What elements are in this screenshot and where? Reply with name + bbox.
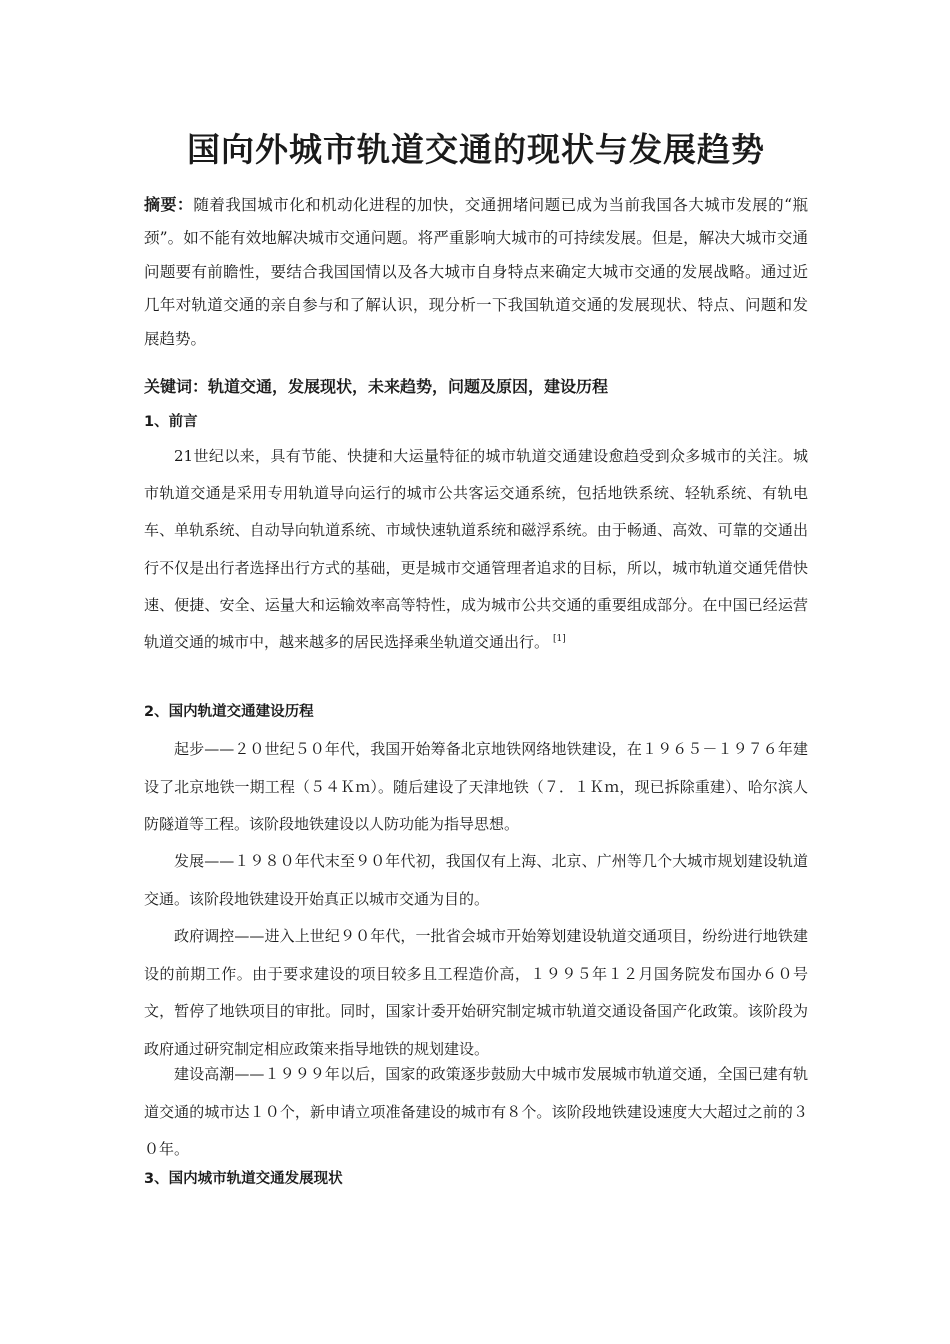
section-2-heading: 2、国内轨道交通建设历程 <box>144 704 314 720</box>
abstract-text: 随着我国城市化和机动化进程的加快，交通拥堵问题已成为当前我国各大城市发展的“瓶颈”。如不能有效地解决城市交通问题。将严重影响大城市的可持续发展。但是，解决大城市交通问题要有前瞻性，要结合我国国情以及各大城市自身特点来确定大城市交通的发展战略。通过近几年对轨道交通的亲自参与和了解认识，现分析一下我国轨道交通的发展现状、特点、问题和发展趋势。 <box>144 196 808 348</box>
history-paragraph-regulation: 政府调控——进入上世纪９０年代，一批省会城市开始筹划建设轨道交通项目，纷纷进行地铁建设的前期工作。由于要求建设的项目较多且工程造价高，１９９５年１２月国务院发布国办６０号文，暂停了地铁项目的审批。同时，国家计委开始研究制定城市轨道交通设备国产化政策。该阶段为政府通过研究制定相应政策来指导地铁的规划建设。 <box>144 927 808 1058</box>
abstract-label: 摘要： <box>144 195 194 214</box>
keywords: 关键词：轨道交通，发展现状，未来趋势，问题及原因，建设历程 <box>144 377 609 396</box>
section-3-heading: 3、国内城市轨道交通发展现状 <box>144 1171 343 1187</box>
section-1-text: 21世纪以来，具有节能、快捷和大运量特征的城市轨道交通建设愈趋受到众多城市的关注。城市轨道交通是采用专用轨道导向运行的城市公共客运交通系统，包括地铁系统、轻轨系统、有轨电车、单轨系统、自动导向轨道系统、市域快速轨道系统和磁浮系统。由于畅通、高效、可靠的交通出行不仅是出行者选择出行方式的基础，更是城市交通管理者追求的目标，所以，城市轨道交通凭借快速、便捷、安全、运量大和运输效率高等特性，成为城市公共交通的重要组成部分。在中国已经运营轨道交通的城市中，越来越多的居民选择乘坐轨道交通出行。 <box>144 447 808 652</box>
history-paragraph-start: 起步——２０世纪５０年代，我国开始筹备北京地铁网络地铁建设，在１９６５－１９７６年建设了北京地铁一期工程（５４Ｋｍ）。随后建设了天津地铁（７．１Ｋｍ，现已拆除重建）、哈尔滨人防隧道等工程。该阶段地铁建设以人防功能为指导思想。 <box>144 740 808 833</box>
section-1-heading: 1、前言 <box>144 414 198 430</box>
history-paragraph-development: 发展——１９８０年代末至９０年代初，我国仅有上海、北京、广州等几个大城市规划建设轨道交通。该阶段地铁建设开始真正以城市交通为目的。 <box>144 852 808 908</box>
citation-marker: [1] <box>553 634 566 645</box>
abstract <box>144 188 808 356</box>
document-title: 国向外城市轨道交通的现状与发展趋势 <box>187 130 765 169</box>
section-1-paragraph <box>144 438 808 661</box>
history-paragraph-boom: 建设高潮——１９９９年以后，国家的政策逐步鼓励大中城市发展城市轨道交通，全国已建有轨道交通的城市达１０个，新申请立项准备建设的城市有８个。该阶段地铁建设速度大大超过之前的３０年。 <box>144 1065 808 1158</box>
